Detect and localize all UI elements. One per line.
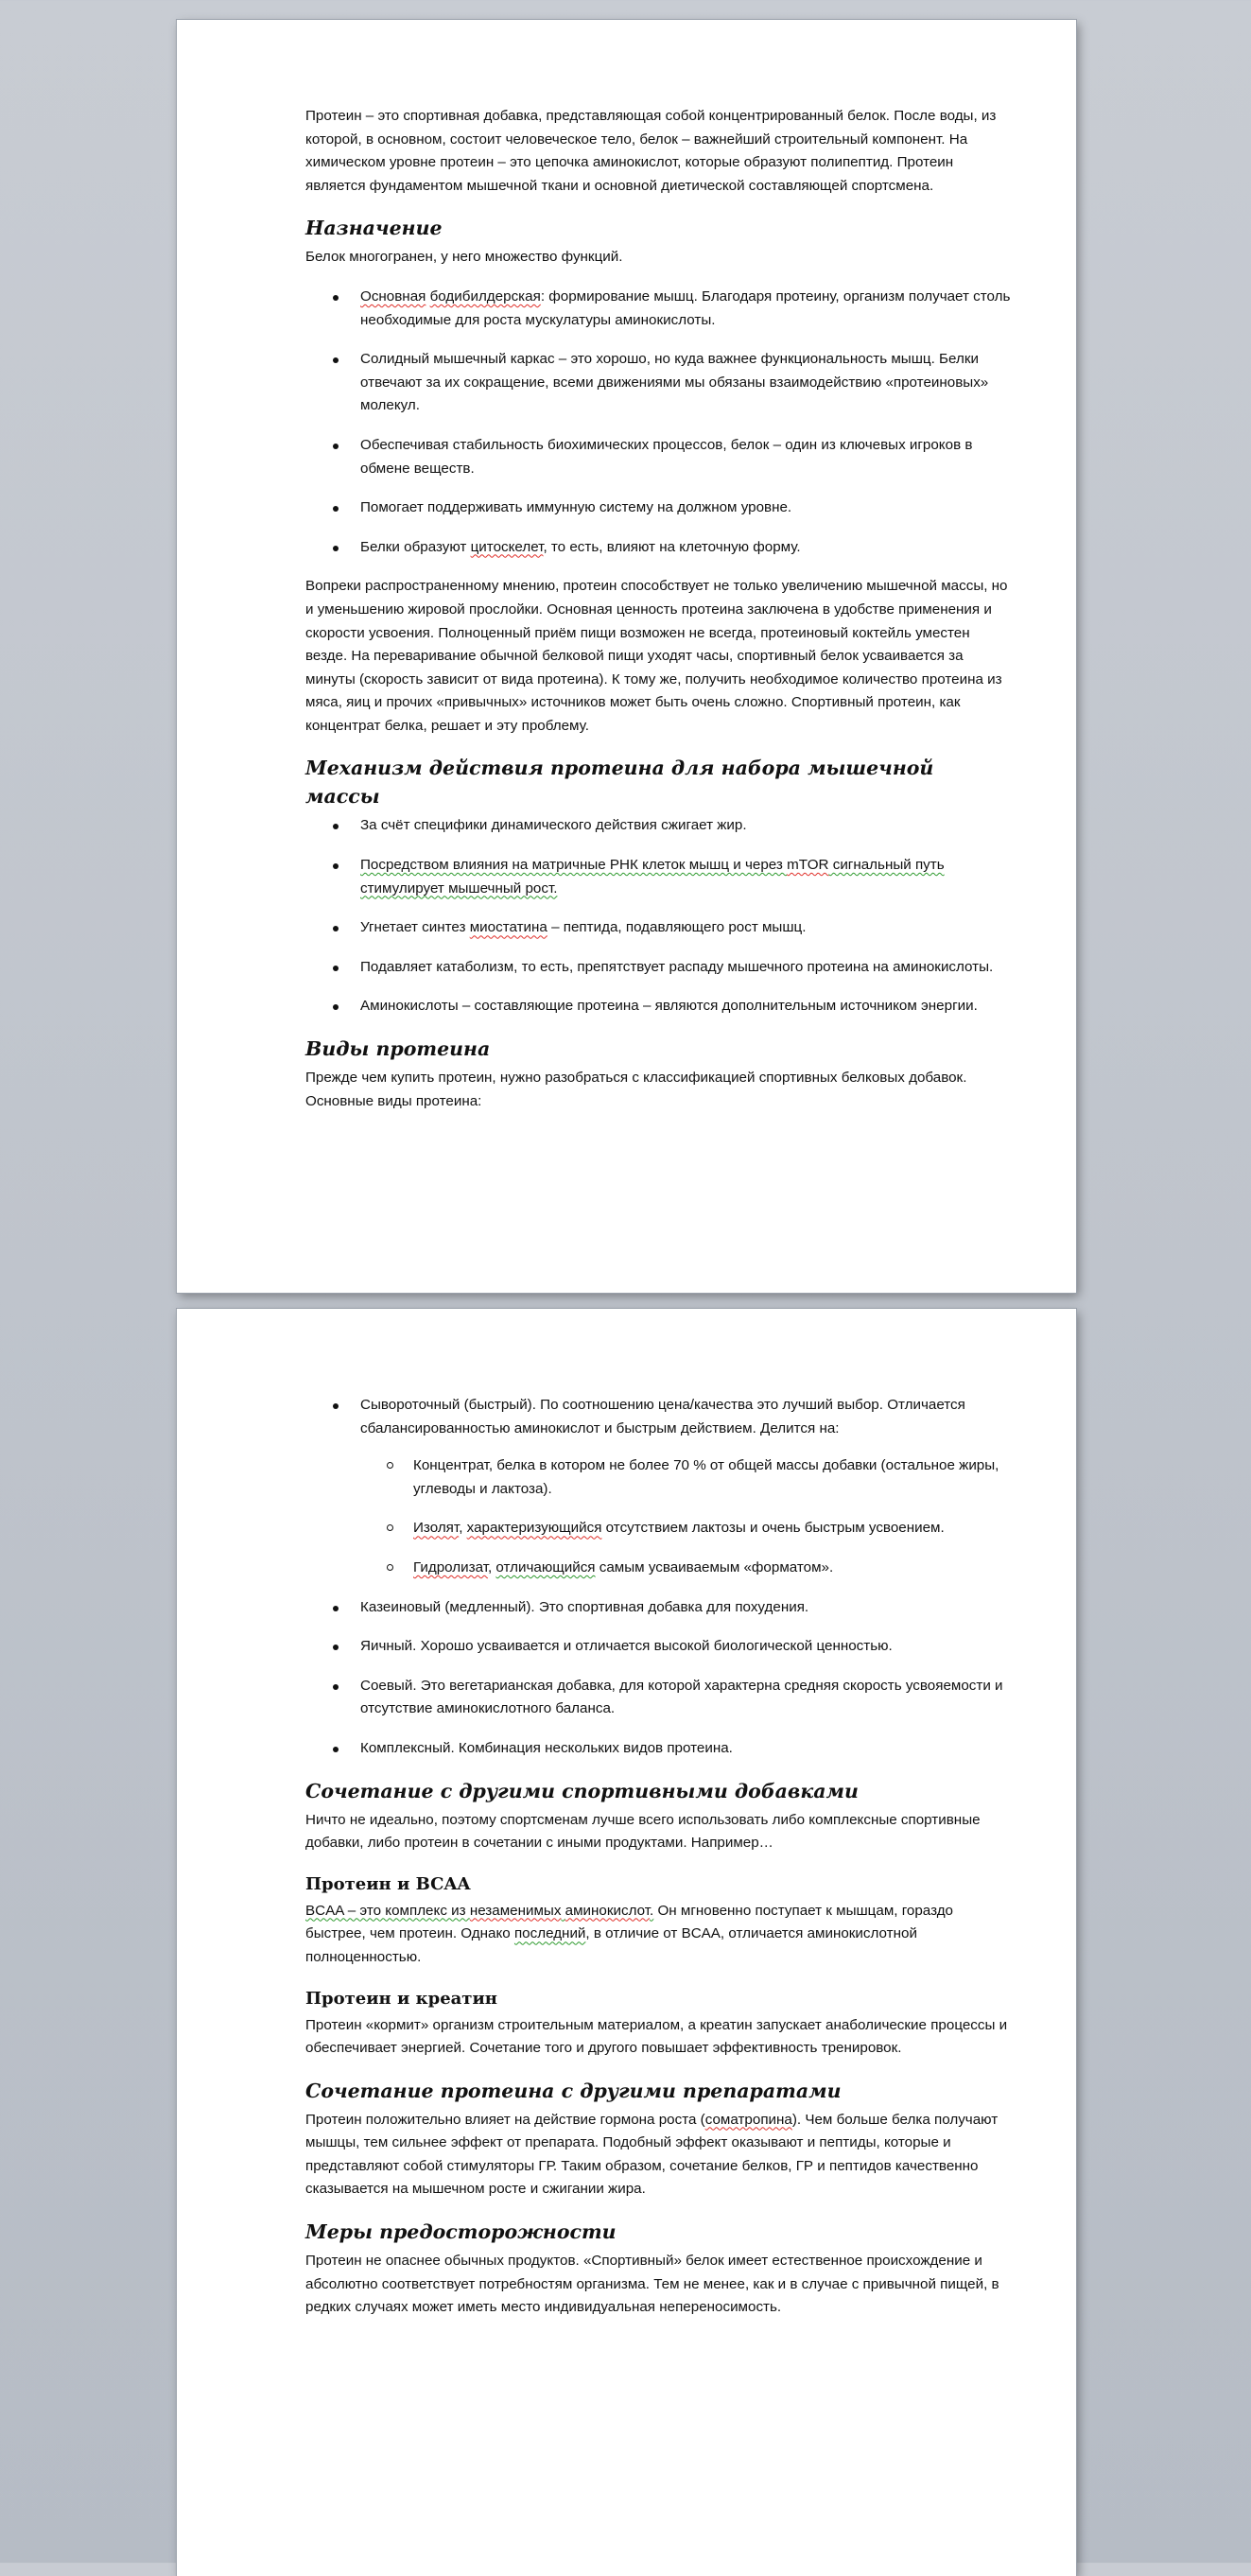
body-paragraph: Протеин не опаснее обычных продуктов. «Спортивный» белок имеет естественное происхождение и абсолютно соответствует потребностям организма. Тем не менее, как и в случае с привычной пищей, в редких случаях может иметь место индивидуальная непереносимость. xyxy=(305,2253,999,2316)
text-run: Угнетает синтез xyxy=(360,919,470,936)
text-run: , xyxy=(487,1558,496,1575)
bullet-dot-icon xyxy=(333,926,339,931)
bullet-dot-icon xyxy=(333,1403,339,1409)
list-item xyxy=(305,854,1013,900)
body-paragraph xyxy=(305,2109,1013,2202)
text-run: , в отличие от BCAA, отличается аминокислотной полноценностью. xyxy=(305,1925,917,1965)
text-run: Белки образуют xyxy=(360,538,471,555)
section-heading: Назначение xyxy=(305,217,443,240)
text-run: Аминокислоты – составляющие протеина – являются дополнительным источником энергии. xyxy=(360,998,978,1015)
section-heading: Сочетание с другими спортивными добавками xyxy=(305,1779,859,1802)
bulleted-list xyxy=(305,1394,1013,1761)
list-item xyxy=(305,916,1013,940)
spelling-error-text: Изолят xyxy=(413,1520,460,1537)
list-item xyxy=(305,286,1013,332)
text-run: За счёт специфики динамического действия сжигает жир. xyxy=(360,817,747,834)
bullet-dot-icon xyxy=(333,295,339,301)
bullet-dot-icon xyxy=(333,1645,339,1650)
bulleted-list xyxy=(305,286,1013,559)
bullet-circle-icon xyxy=(387,1564,393,1571)
grammar-flag-text: BCAA – это комплекс из xyxy=(305,1902,470,1919)
bullet-dot-icon xyxy=(333,357,339,363)
grammar-flag-text: Посредством влияния на матричные РНК клеток мышц и через xyxy=(360,857,788,874)
bullet-dot-icon xyxy=(333,506,339,512)
bullet-dot-icon xyxy=(333,824,339,829)
grammar-flag-text: сигнальный путь стимулирует мышечный рост. xyxy=(360,857,945,896)
text-run: самым усваиваемым «форматом». xyxy=(595,1558,834,1575)
text-run: – пептида, подавляющего рост мышц. xyxy=(547,919,807,936)
nested-list xyxy=(360,1454,1013,1579)
section-heading: Виды протеина xyxy=(305,1037,491,1061)
bullet-dot-icon xyxy=(333,1004,339,1010)
body-paragraph xyxy=(305,1900,1013,1970)
nested-list-item xyxy=(360,1517,1013,1540)
list-item xyxy=(305,814,1013,838)
text-run: Сывороточный (быстрый). По соотношению цена/качества это лучший выбор. Отличается сбалансированностью аминокислот и быстрым действием. Делится на: xyxy=(360,1397,965,1436)
subsection-heading: Протеин и креатин xyxy=(305,1988,497,2009)
list-item xyxy=(305,956,1013,980)
text-run: , то есть, влияют на клеточную форму. xyxy=(543,538,801,555)
subsection-heading: Протеин и BCAA xyxy=(305,1873,471,1894)
section-heading: Механизм действия протеина для набора мышечной массы xyxy=(305,757,934,809)
bullet-dot-icon xyxy=(333,1606,339,1611)
spelling-error-text: бодибилдерская xyxy=(429,287,541,305)
bullet-dot-icon xyxy=(333,444,339,449)
bullet-dot-icon xyxy=(333,1747,339,1752)
text-run: Помогает поддерживать иммунную систему на должном уровне. xyxy=(360,499,792,516)
list-item xyxy=(305,434,1013,480)
body-paragraph: Протеин «кормит» организм строительным материалом, а креатин запускает анаболические процессы и обеспечивает энергией. Сочетание того и другого повышает эффективность тренировок. xyxy=(305,2016,1008,2057)
spelling-error-text: незаменимых xyxy=(469,1902,562,1919)
body-paragraph: Белок многогранен, у него множество функций. xyxy=(305,249,623,266)
body-paragraph: Вопреки распространенному мнению, протеин способствует не только увеличению мышечной массы, но и уменьшению жировой прослойки. Основная ценность протеина заключена в удобстве применения и скорости усвоения. Полноценный приём пищи возможен не всегда, протеиновый коктейль уместен везде. На переваривание обычной белковой пищи уходят часы, спортивный белок усваивается за минуты (скорость зависит от вида протеина). К тому же, получить необходимое количество протеина из мяса, яиц и прочих «привычных» источников может быть очень сложно. Спортивный протеин, как концентрат белка, решает и эту проблему. xyxy=(305,578,1008,734)
text-run: ). Чем больше белка получают мышцы, тем сильнее эффект от препарата. Подобный эффект оказывают и пептиды, которые и представляют собой стимуляторы ГР. Таким образом, сочетание белков, ГР и пептидов качественно сказывается на мышечном росте и сжигании жира. xyxy=(305,2111,999,2198)
list-item xyxy=(305,1635,1013,1659)
text-run: : формирование мышц. Благодаря протеину, организм получает столь необходимые для роста мускулатуры аминокислоты. xyxy=(360,287,1011,328)
text-run: Соевый. Это вегетарианская добавка, для которой характерна средняя скорость усвояемости и отсутствие аминокислотного баланса. xyxy=(360,1677,1003,1717)
text-run: Концентрат, белка в котором не более 70 % от общей массы добавки (остальное жиры, углеводы и лактоза). xyxy=(413,1457,999,1497)
text-run: Подавляет катаболизм, то есть, препятствует распаду мышечного протеина на аминокислоты. xyxy=(360,958,994,975)
grammar-flag-text: . xyxy=(650,1902,654,1919)
spelling-error-text: Гидролизат xyxy=(413,1558,488,1575)
text-run: Солидный мышечный каркас – это хорошо, но куда важнее функциональность мышц. Белки отвечают за их сокращение, всеми движениями мы обязаны взаимодействию «протеиновых» молекул. xyxy=(360,351,989,414)
section-heading: Сочетание протеина с другими препаратами xyxy=(305,2079,842,2102)
bulleted-list xyxy=(305,814,1013,1018)
text-run: Обеспечивая стабильность биохимических процессов, белок – один из ключевых игроков в обмене веществ. xyxy=(360,436,973,477)
spelling-error-text: миостатина xyxy=(469,919,547,936)
list-item xyxy=(305,1737,1013,1761)
spelling-error-text: характеризующийся xyxy=(466,1520,602,1537)
bullet-circle-icon xyxy=(387,1524,393,1531)
document-page-1[interactable] xyxy=(177,20,1076,1293)
spelling-error-text: аминокислот xyxy=(565,1902,651,1919)
list-item xyxy=(305,496,1013,520)
spelling-error-text: mTOR xyxy=(787,857,829,874)
spelling-error-text: цитоскелет xyxy=(470,538,544,555)
bullet-dot-icon xyxy=(333,1684,339,1690)
list-item xyxy=(305,1675,1013,1721)
text-run: , xyxy=(459,1520,467,1537)
body-paragraph: Ничто не идеально, поэтому спортсменам лучше всего использовать либо комплексные спортивные добавки, либо протеин в сочетании с иными продуктами. Например… xyxy=(305,1811,981,1852)
section-heading: Меры предосторожности xyxy=(305,2220,617,2244)
document-page-2[interactable] xyxy=(177,1309,1076,2576)
spelling-error-text: соматропина xyxy=(704,2111,792,2128)
text-run: Протеин положительно влияет на действие гормона роста ( xyxy=(305,2111,705,2128)
spelling-error-text: Основная xyxy=(360,287,426,305)
grammar-flag-text: последний xyxy=(513,1925,586,1942)
text-run: Казеиновый (медленный). Это спортивная добавка для похудения. xyxy=(360,1598,809,1615)
list-item xyxy=(305,1394,1013,1580)
text-run: Яичный. Хорошо усваивается и отличается высокой биологической ценностью. xyxy=(360,1638,893,1655)
list-item xyxy=(305,536,1013,560)
list-item xyxy=(305,1596,1013,1620)
bullet-dot-icon xyxy=(333,863,339,869)
bullet-circle-icon xyxy=(387,1462,393,1469)
nested-list-item xyxy=(360,1454,1013,1501)
list-item xyxy=(305,995,1013,1018)
text-run: Он мгновенно поступает к мышцам, гораздо быстрее, чем протеин. Однако xyxy=(305,1902,954,1942)
bullet-dot-icon xyxy=(333,546,339,551)
body-paragraph: Прежде чем купить протеин, нужно разобраться с классификацией спортивных белковых добавок. Основные виды протеина: xyxy=(305,1070,967,1109)
body-paragraph: Протеин – это спортивная добавка, представляющая собой концентрированный белок. После воды, из которой, в основном, состоит человеческое тело, белок – важнейший строительный компонент. На химическом уровне протеин – это цепочка аминокислот, которые образуют полипептид. Протеин является фундаментом мышечной ткани и основной диетической составляющей спортсмена. xyxy=(305,108,997,194)
text-run: отсутствием лактозы и очень быстрым усвоением. xyxy=(601,1520,945,1537)
nested-list-item xyxy=(360,1557,1013,1580)
bullet-dot-icon xyxy=(333,966,339,971)
list-item xyxy=(305,348,1013,418)
text-run: Комплексный. Комбинация нескольких видов протеина. xyxy=(360,1739,733,1756)
grammar-flag-text: отличающийся xyxy=(495,1558,596,1575)
